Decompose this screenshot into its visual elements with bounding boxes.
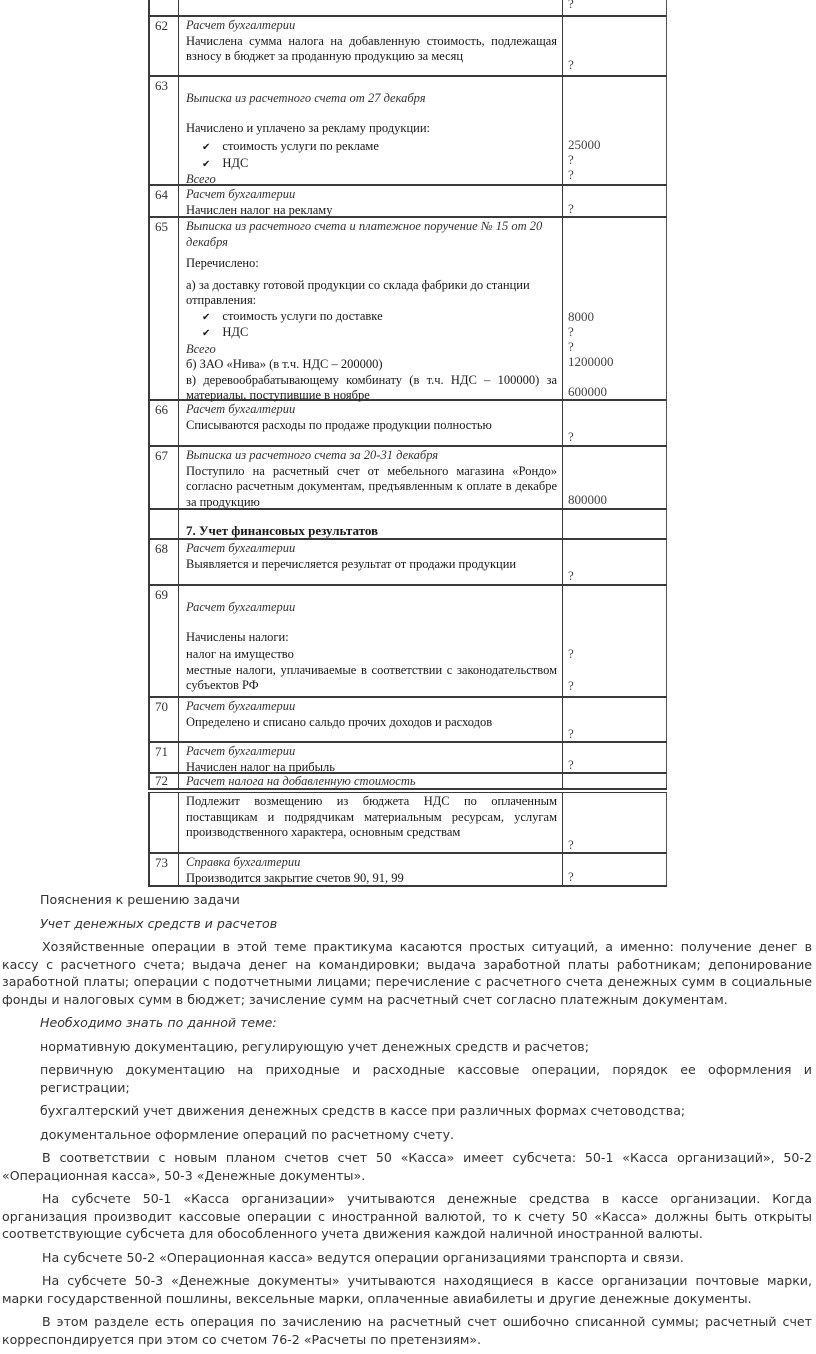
row-value: ? [563, 540, 667, 584]
row-item-b: местные налоги, уплачиваемые в соответствии с законодательством субъектов РФ [186, 662, 557, 692]
row-text: Начислена сумма налога на добавленную стоимость, подлежащая взносу в бюджет за проданную продукцию за месяц [186, 33, 557, 63]
row-text: Выявляется и перечисляется результат от продажи продукции [186, 556, 517, 571]
row-heading: Расчет бухгалтерии [186, 18, 296, 32]
need-to-know-item: первичную документацию на приходные и расходные кассовые операции, порядок ее оформления и регистрации; [40, 1062, 812, 1095]
row-text: Списываются расходы по продаже продукции полностью [186, 417, 492, 432]
row-text: Поступило на расчетный счет от мебельного магазина «Рондо» согласно расчетным документам, предъявленным к оплате в декабре за продукцию [186, 463, 557, 509]
row-description [179, 793, 563, 852]
checklist-item: ✔ НДС [186, 156, 557, 173]
row-text: Определено и списано сальдо прочих доходов и расходов [186, 714, 493, 729]
row-item-c: в) деревообрабатывающему комбинату (в т.ч. НДС – 100000) за материалы, поступившие в ноябре [186, 372, 557, 402]
row-number [148, 510, 179, 538]
row-text: Начислен налог на прибыль [186, 759, 335, 774]
checklist-item: ✔ стоимость услуги по рекламе [186, 139, 557, 156]
paragraph: В соответствии с новым планом счетов счет 50 «Касса» имеет субсчета: 50-1 «Касса организаций», 50-2 «Операционная касса», 50-3 «Денежные документы». [2, 1150, 812, 1183]
table-row-70 [148, 698, 667, 743]
row-number: 66 [148, 401, 179, 445]
row-description [179, 186, 563, 216]
table-row-72-continued [148, 792, 667, 854]
table-row-68 [148, 540, 667, 586]
row-description [179, 743, 563, 772]
table-row-64 [148, 186, 667, 218]
table-row [148, 0, 667, 17]
row-value: ? [563, 854, 667, 885]
row-description [179, 447, 563, 508]
row-heading: Расчет бухгалтерии [186, 187, 296, 201]
table-row-69 [148, 586, 667, 698]
section-subtitle: Учет денежных средств и расчетов [40, 915, 278, 931]
table-row-72 [148, 774, 667, 790]
row-description [179, 17, 563, 75]
row-number: 70 [148, 698, 179, 741]
checklist-item: ✔ стоимость услуги по доставке [186, 309, 557, 326]
row-number: 68 [148, 540, 179, 584]
row-value: ? [563, 17, 667, 75]
row-heading: Расчет бухгалтерии [186, 402, 296, 416]
paragraph: На субсчете 50-1 «Касса организации» учитываются денежные средства в кассе организации. Когда организация производит кассовые операции с иностранной валютой, то к счету 50 «Касса» должны быть открыты соответствующие субсчета для обособленного учета движения каждой наличной иностранной валюты. [2, 1191, 812, 1241]
row-description [179, 540, 563, 584]
row-description [179, 0, 563, 15]
row-text: Начислено и уплачено за рекламу продукции: [186, 120, 430, 135]
row-number: 63 [148, 77, 179, 184]
total-label: Всего [186, 341, 216, 356]
row-heading: Выписка из расчетного счета и платежное поручение № 15 от 20 декабря [186, 219, 543, 249]
section-title: 7. Учет финансовых результатов [186, 523, 379, 538]
row-description [179, 774, 563, 788]
operations-table [148, 0, 667, 887]
table-row-71 [148, 743, 667, 774]
row-value: 25000 ? ? [563, 77, 667, 184]
paragraph: Хозяйственные операции в этой теме практикума касаются простых ситуаций, а именно: получение денег в кассу с расчетного счета; выдача денег на командировки; выдача заработной платы работникам; депонирование заработной платы; операции с подотчетными лицами; перечисление с расчетного счета денежных сумм в социальные фонды и налоговых сумм в бюджет; зачисление сумм на расчетный счет согласно платежным документам. [2, 939, 812, 1007]
table-row-65 [148, 218, 667, 401]
row-heading: Справка бухгалтерии [186, 855, 301, 869]
row-heading: Расчет бухгалтерии [186, 541, 296, 555]
row-text: Производится закрытие счетов 90, 91, 99 [186, 870, 404, 885]
paragraph: На субсчете 50-3 «Денежные документы» учитываются находящиеся в кассе организации почтовые марки, марки государственной пошлины, вексельные марки, оплаченные авиабилеты и другие денежные документы. [2, 1273, 812, 1306]
row-number: 65 [148, 218, 179, 399]
table-row-62 [148, 17, 667, 77]
need-to-know-title: Необходимо знать по данной теме: [40, 1015, 277, 1030]
table-section-header [148, 510, 667, 540]
table-row-63 [148, 77, 667, 186]
row-value: ? [563, 793, 667, 852]
row-heading: Расчет бухгалтерии [186, 600, 296, 614]
row-value [563, 510, 667, 538]
paragraph: На субсчете 50-2 «Операционная касса» ведутся операции организациями транспорта и связи. [42, 1249, 684, 1265]
table-row-67 [148, 447, 667, 510]
row-value: ? [563, 743, 667, 772]
checklist-item: ✔ НДС [186, 325, 557, 342]
row-number [148, 793, 179, 852]
row-heading: Выписка из расчетного счета от 27 декабря [186, 91, 426, 105]
row-item-b: б) ЗАО «Нива» (в т.ч. НДС – 200000) [186, 357, 383, 371]
row-number: 67 [148, 447, 179, 508]
row-heading: Расчет налога на добавленную стоимость [186, 774, 416, 788]
row-number: 69 [148, 586, 179, 696]
row-description [179, 586, 563, 696]
row-description [179, 510, 563, 538]
row-value: 800000 [563, 447, 667, 508]
row-number: 72 [148, 774, 179, 788]
row-value: ? [563, 0, 667, 15]
row-description [179, 218, 563, 402]
row-description [179, 698, 563, 741]
row-heading: Расчет бухгалтерии [186, 744, 296, 758]
row-description [179, 401, 563, 445]
row-number: 62 [148, 17, 179, 75]
row-item-a: а) за доставку готовой продукции со склада фабрики до станции отправления: [186, 277, 530, 307]
need-to-know-item: бухгалтерский учет движения денежных средств в кассе при различных формах счетоводства; [40, 1103, 686, 1118]
row-intro: Начислены налоги: [186, 629, 289, 644]
row-text: Подлежит возмещению из бюджета НДС по оплаченным поставщикам и подрядчикам материальным ресурсам, услугам производственного характера, основным средствам [186, 794, 557, 839]
row-description [179, 854, 563, 885]
row-text: Начислен налог на рекламу [186, 202, 333, 217]
row-value: ? [563, 186, 667, 216]
row-value [563, 774, 667, 788]
row-number [148, 0, 179, 15]
row-value: ? ? [563, 586, 667, 696]
need-to-know-item: документальное оформление операций по расчетному счету. [40, 1126, 455, 1142]
table-row-73 [148, 854, 667, 887]
row-number: 73 [148, 854, 179, 885]
total-label: Всего [186, 172, 216, 186]
row-number: 71 [148, 743, 179, 772]
row-value: ? [563, 401, 667, 445]
need-to-know-item: нормативную документацию, регулирующую учет денежных средств и расчетов; [40, 1038, 589, 1054]
row-intro: Перечислено: [186, 256, 259, 270]
row-heading: Выписка из расчетного счета за 20-31 декабря [186, 448, 439, 462]
section-title: Пояснения к решению задачи [40, 892, 240, 907]
row-value: 8000 ? ? 1200000 600000 [563, 218, 667, 399]
paragraph: В этом разделе есть операция по зачислению на расчетный счет ошибочно списанной суммы; расчетный счет корреспондируется при этом со счетом 76-2 «Расчеты по претензиям». [2, 1314, 812, 1347]
table-row-66 [148, 401, 667, 447]
row-item-a: налог на имущество [186, 647, 294, 661]
row-number: 64 [148, 186, 179, 216]
row-description [179, 77, 563, 184]
row-heading: Расчет бухгалтерии [186, 699, 296, 713]
explanation-section [0, 891, 816, 1354]
row-value: ? [563, 698, 667, 741]
